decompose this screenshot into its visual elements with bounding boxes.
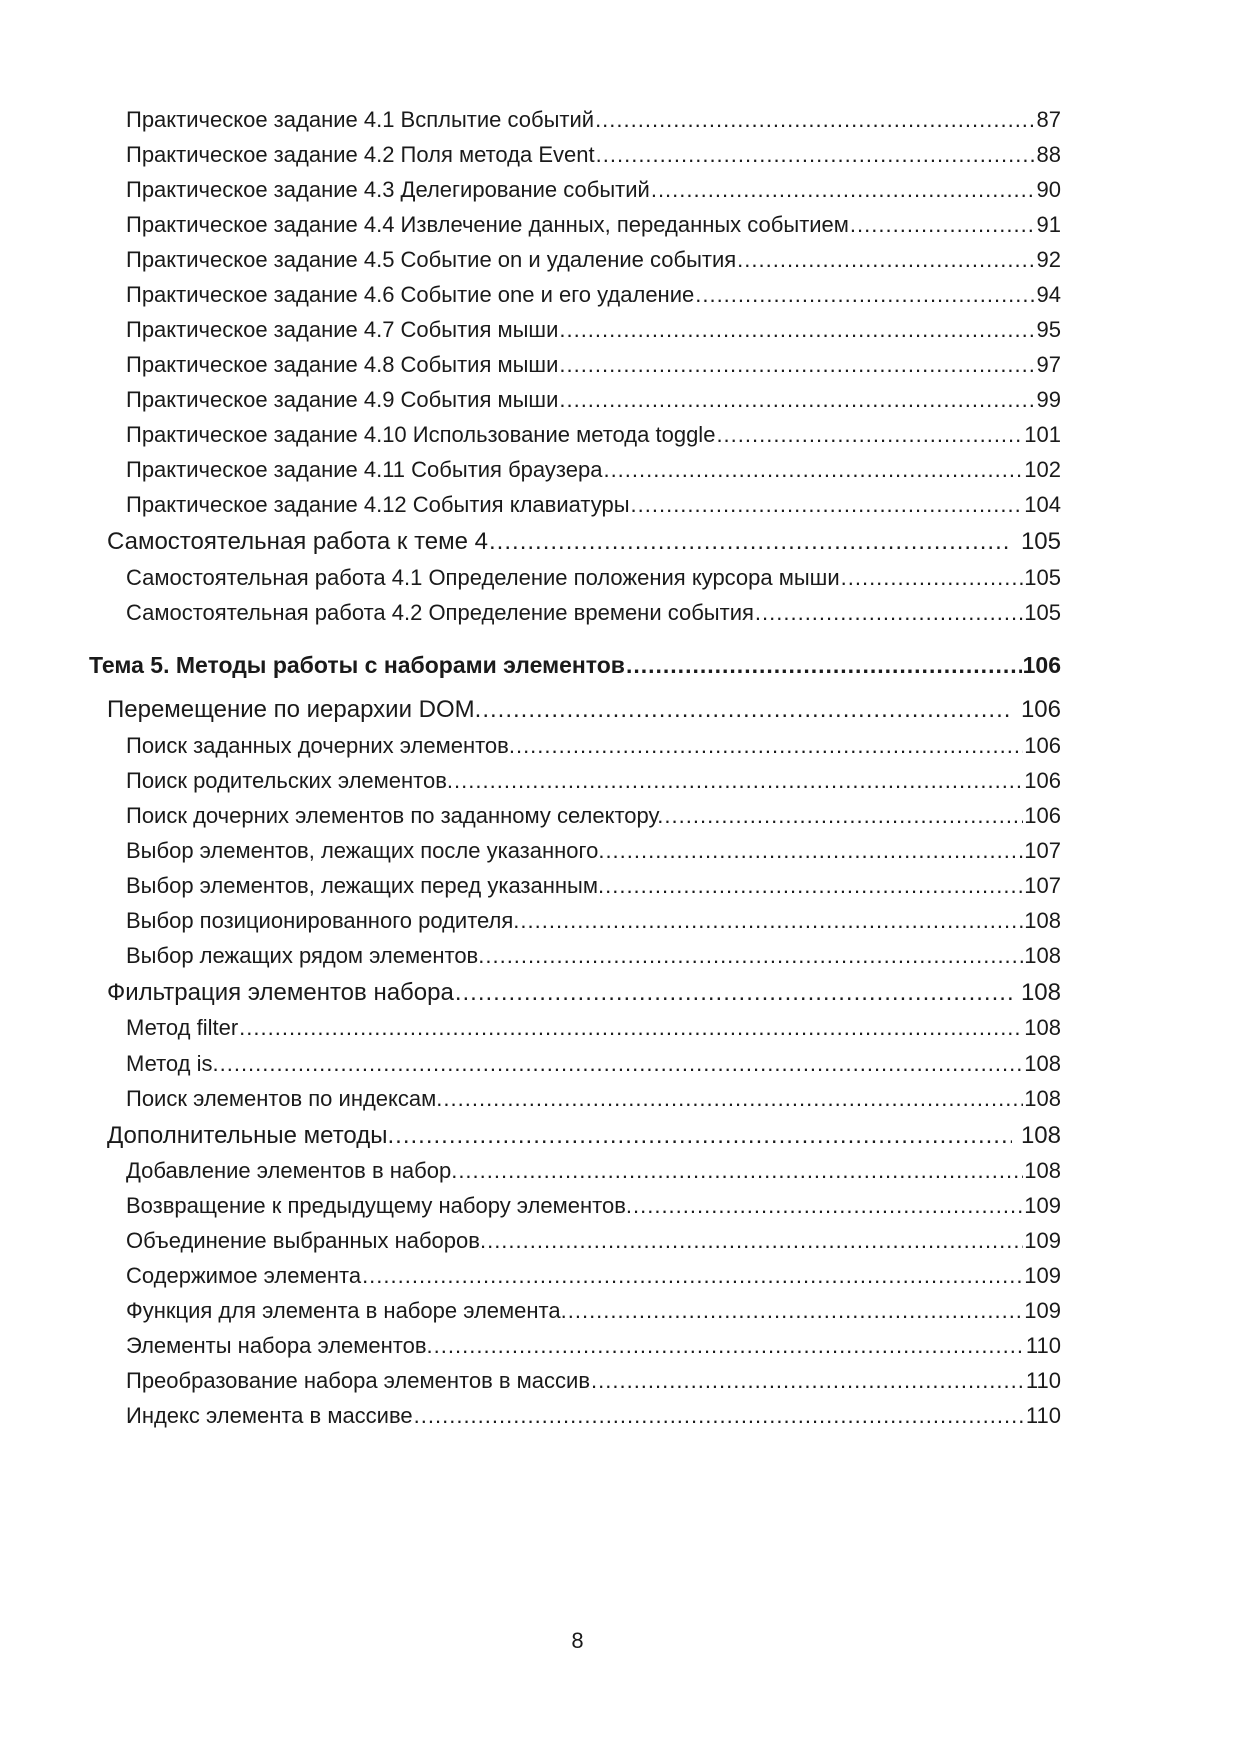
toc-entry-title: Возвращение к предыдущему набору элементов. <box>126 1193 632 1218</box>
toc-entry-page: 88 <box>1036 142 1061 167</box>
toc-dot-leader <box>516 733 1023 759</box>
toc-entry-title: Практическое задание 4.2 Поля метода Event <box>126 142 595 167</box>
toc-dot-leader <box>605 838 1023 864</box>
toc-entry[interactable] <box>0 565 1061 591</box>
toc-entry-title: Самостоятельная работа 4.2 Определение времени события <box>126 600 754 625</box>
toc-entry[interactable] <box>0 1333 1061 1359</box>
toc-dot-leader <box>695 282 1035 308</box>
toc-entry-page: 108 <box>1024 1086 1061 1111</box>
toc-entry-page: 105 <box>1024 600 1061 625</box>
toc-entry-page: 108 <box>1024 1051 1061 1076</box>
toc-entry-page: 110 <box>1025 1368 1061 1393</box>
toc-dot-leader <box>434 1333 1025 1359</box>
toc-entry-title: Практическое задание 4.12 События клавиатуры <box>126 492 630 517</box>
toc-entry[interactable] <box>0 1086 1061 1112</box>
toc-entry-page: 109 <box>1024 1193 1061 1218</box>
toc-entry[interactable] <box>0 1403 1061 1429</box>
toc-entry-title: Объединение выбранных наборов. <box>126 1228 487 1253</box>
toc-entry-page: 91 <box>1036 212 1061 237</box>
toc-entry-title: Индекс элемента в массиве <box>126 1403 413 1428</box>
toc-entry-title: Практическое задание 4.10 Использование метода toggle <box>126 422 716 447</box>
toc-dot-leader <box>603 457 1023 483</box>
toc-entry[interactable] <box>0 1122 1061 1150</box>
toc-dot-leader <box>220 1051 1024 1077</box>
toc-dot-leader <box>568 1298 1024 1324</box>
toc-dot-leader <box>485 943 1023 969</box>
toc-dot-leader <box>454 768 1023 794</box>
toc-entry-page: 101 <box>1024 422 1061 447</box>
toc-dot-leader <box>239 1015 1023 1041</box>
toc-entry[interactable] <box>0 1228 1061 1254</box>
toc-entry-title: Практическое задание 4.1 Всплытие событий <box>126 107 595 132</box>
toc-entry[interactable] <box>0 768 1061 794</box>
toc-entry[interactable] <box>0 873 1061 899</box>
toc-dot-leader <box>520 908 1023 934</box>
toc-entry-page: 94 <box>1036 282 1061 307</box>
toc-entry[interactable] <box>0 282 1061 308</box>
toc-dot-leader <box>489 528 1012 556</box>
toc-entry-title: Дополнительные методы. <box>107 1122 395 1149</box>
toc-entry-page: 108 <box>1024 943 1061 968</box>
toc-entry-title: Практическое задание 4.3 Делегирование событий <box>126 177 650 202</box>
toc-entry[interactable] <box>0 422 1061 448</box>
toc-dot-leader <box>443 1086 1023 1112</box>
toc-entry[interactable] <box>0 1298 1061 1324</box>
toc-entry-page: 106 <box>1024 803 1061 828</box>
toc-entry[interactable] <box>0 1158 1061 1184</box>
toc-entry-page: 108 <box>1024 1158 1061 1183</box>
toc-entry[interactable] <box>0 652 1061 679</box>
toc-entry-title: Выбор позиционированного родителя. <box>126 908 520 933</box>
toc-entry-title: Функция для элемента в наборе элемента. <box>126 1298 567 1323</box>
toc-entry-title: Содержимое элемента <box>126 1263 362 1288</box>
toc-dot-leader <box>591 1368 1025 1394</box>
toc-dot-leader <box>395 1122 1012 1150</box>
toc-dot-leader <box>631 492 1024 518</box>
toc-dot-leader <box>850 212 1036 238</box>
toc-dot-leader <box>626 652 1022 679</box>
toc-entry-title: Практическое задание 4.6 Событие one и его удаление <box>126 282 695 307</box>
toc-dot-leader <box>559 317 1035 343</box>
toc-entry-title: Метод filter <box>126 1015 239 1040</box>
toc-entry-page: 87 <box>1036 107 1061 132</box>
toc-entry-title: Элементы набора элементов. <box>126 1333 433 1358</box>
toc-entry-title: Перемещение по иерархии DOM. <box>107 696 482 723</box>
toc-entry-title: Практическое задание 4.5 Событие on и удаление события <box>126 247 737 272</box>
toc-entry[interactable] <box>0 107 1061 133</box>
toc-entry-title: Практическое задание 4.8 События мыши <box>126 352 559 377</box>
toc-entry-page: 109 <box>1024 1263 1061 1288</box>
toc-entry-page: 108 <box>1020 979 1061 1006</box>
toc-entry-page: 109 <box>1024 1228 1061 1253</box>
toc-dot-leader <box>596 142 1036 168</box>
toc-dot-leader <box>755 600 1023 626</box>
toc-entry-title: Выбор лежащих рядом элементов. <box>126 943 485 968</box>
toc-entry[interactable] <box>0 142 1061 168</box>
toc-entry-page: 102 <box>1024 457 1061 482</box>
toc-entry[interactable] <box>0 943 1061 969</box>
toc-entry-page: 105 <box>1020 528 1061 555</box>
toc-entry[interactable] <box>0 908 1061 934</box>
toc-entry-page: 105 <box>1024 565 1061 590</box>
toc-entry[interactable] <box>0 1193 1061 1219</box>
toc-entry[interactable] <box>0 1263 1061 1289</box>
toc-entry-page: 108 <box>1020 1122 1061 1149</box>
toc-entry-title: Самостоятельная работа 4.1 Определение положения курсора мыши <box>126 565 840 590</box>
page-number: 8 <box>571 1628 584 1653</box>
toc-entry[interactable] <box>0 212 1061 238</box>
toc-entry-title: Поиск элементов по индексам. <box>126 1086 443 1111</box>
toc-entry[interactable] <box>0 352 1061 378</box>
toc-entry-title: Практическое задание 4.9 События мыши <box>126 387 559 412</box>
toc-entry-page: 106 <box>1020 696 1061 723</box>
toc-entry-title: Практическое задание 4.11 События браузера <box>126 457 603 482</box>
toc-entry-title: Самостоятельная работа к теме 4 <box>107 528 489 555</box>
toc-entry-page: 107 <box>1024 873 1061 898</box>
toc-dot-leader <box>664 803 1023 829</box>
toc-entry-page: 99 <box>1036 387 1061 412</box>
toc-entry-title: Добавление элементов в набор. <box>126 1158 458 1183</box>
toc-entry[interactable] <box>0 733 1061 759</box>
toc-entry[interactable] <box>0 600 1061 626</box>
toc-dot-leader <box>841 565 1024 591</box>
toc-entry-title: Поиск дочерних элементов по заданному селектору. <box>126 803 664 828</box>
toc-entry[interactable] <box>0 838 1061 864</box>
toc-dot-leader <box>605 873 1023 899</box>
toc-dot-leader <box>362 1263 1023 1289</box>
toc-entry-title: Выбор элементов, лежащих после указанного. <box>126 838 605 863</box>
toc-entry-page: 104 <box>1024 492 1061 517</box>
toc-dot-leader <box>458 1158 1023 1184</box>
toc-entry-title: Метод is. <box>126 1051 219 1076</box>
toc-entry-page: 97 <box>1036 352 1061 377</box>
toc-entry-page: 108 <box>1024 908 1061 933</box>
toc-entry[interactable] <box>0 1051 1061 1077</box>
toc-entry-title: Поиск родительских элементов. <box>126 768 454 793</box>
toc-entry-page: 110 <box>1025 1403 1061 1428</box>
toc-entry-page: 109 <box>1024 1298 1061 1323</box>
toc-dot-leader <box>487 1228 1023 1254</box>
toc-entry-page: 92 <box>1036 247 1061 272</box>
toc-entry-title: Выбор элементов, лежащих перед указанным. <box>126 873 605 898</box>
toc-dot-leader <box>633 1193 1023 1219</box>
toc-entry-page: 107 <box>1024 838 1061 863</box>
toc-entry-page: 95 <box>1036 317 1061 342</box>
toc-entry[interactable] <box>0 457 1061 483</box>
toc-entry-title: Преобразование набора элементов в массив <box>126 1368 591 1393</box>
toc-entry[interactable] <box>0 247 1061 273</box>
toc-entry[interactable] <box>0 492 1061 518</box>
toc-entry-page: 90 <box>1036 177 1061 202</box>
toc-dot-leader <box>559 352 1035 378</box>
toc-entry-title: Практическое задание 4.7 События мыши <box>126 317 559 342</box>
toc-entry[interactable] <box>0 387 1061 413</box>
toc-dot-leader <box>595 107 1035 133</box>
toc-entry-page: 106 <box>1024 768 1061 793</box>
toc-entry-title: Практическое задание 4.4 Извлечение данных, переданных событием <box>126 212 849 237</box>
toc-entry[interactable] <box>0 528 1061 556</box>
toc-entry[interactable] <box>0 1015 1061 1041</box>
toc-entry-title: Тема 5. Методы работы с наборами элементов <box>89 652 625 678</box>
toc-entry-page: 106 <box>1024 733 1061 758</box>
toc-dot-leader <box>559 387 1035 413</box>
toc-dot-leader <box>716 422 1023 448</box>
toc-entry-title: Фильтрация элементов набора <box>107 979 454 1006</box>
toc-dot-leader <box>482 696 1012 724</box>
toc-entry[interactable] <box>0 1368 1061 1394</box>
toc-entry-page: 108 <box>1024 1015 1061 1040</box>
toc-entry-page: 106 <box>1022 652 1061 678</box>
toc-entry-title: Поиск заданных дочерних элементов. <box>126 733 515 758</box>
toc-dot-leader <box>455 979 1012 1007</box>
toc-dot-leader <box>414 1403 1025 1429</box>
toc-dot-leader <box>737 247 1035 273</box>
toc-entry-page: 110 <box>1025 1333 1061 1358</box>
toc-entry[interactable] <box>0 803 1061 829</box>
toc-entry[interactable] <box>0 696 1061 724</box>
toc-entry[interactable] <box>0 317 1061 343</box>
toc-entry[interactable] <box>0 979 1061 1007</box>
toc-entry[interactable] <box>0 177 1061 203</box>
toc-dot-leader <box>651 177 1036 203</box>
